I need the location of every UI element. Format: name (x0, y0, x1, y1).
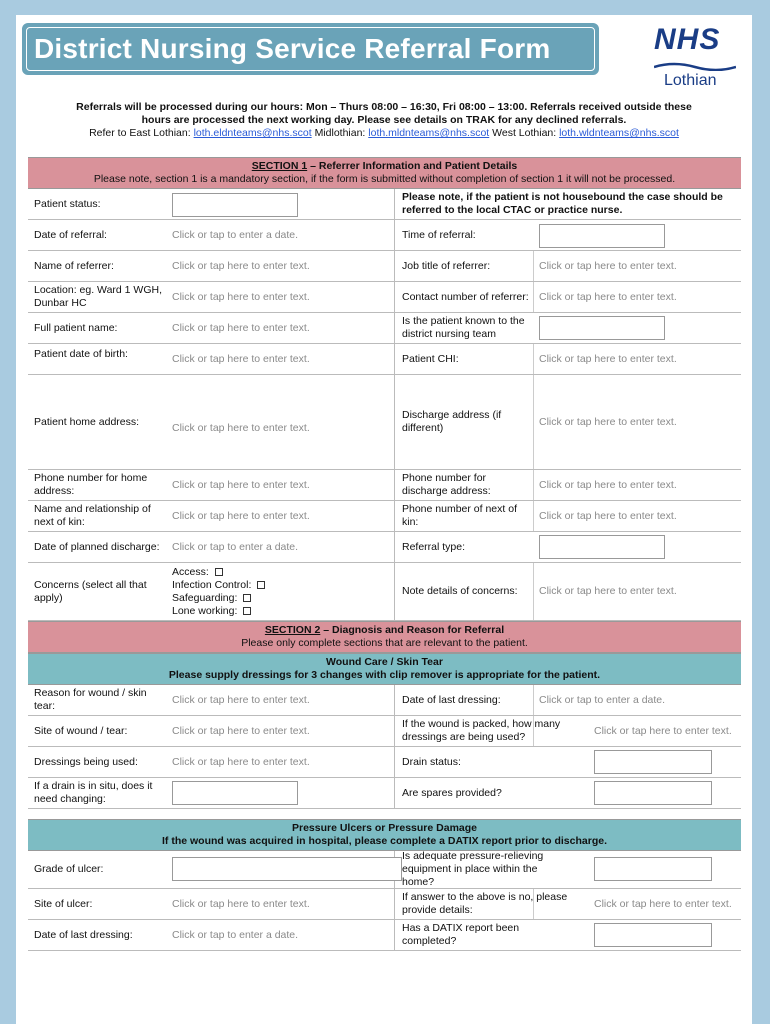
wound-packed-input[interactable]: Click or tap here to enter text. (594, 724, 732, 737)
row-referrer-name (28, 251, 741, 282)
referral-form (28, 157, 741, 951)
west-prefix: West Lothian: (492, 127, 557, 139)
discharge-address-input[interactable]: Click or tap here to enter text. (539, 415, 677, 428)
ulcer-grade-input[interactable] (172, 857, 402, 881)
spares-input[interactable] (594, 781, 712, 805)
row-addresses (28, 375, 741, 470)
location-input[interactable]: Click or tap here to enter text. (172, 290, 310, 303)
row-wound-site (28, 716, 741, 747)
title-banner (22, 23, 599, 75)
label-dressings-used: Dressings being used: (34, 755, 138, 768)
home-address-input[interactable]: Click or tap here to enter text. (172, 421, 310, 434)
pressure-ulcer-title: Pressure Ulcers or Pressure Damage (291, 822, 478, 834)
phone-home-input[interactable]: Click or tap here to enter text. (172, 478, 310, 491)
wound-last-dressing-input[interactable]: Click or tap to enter a date. (539, 693, 666, 706)
wound-reason-input[interactable]: Click or tap here to enter text. (172, 693, 310, 706)
label-planned-discharge: Date of planned discharge: (34, 540, 160, 553)
east-prefix: Refer to East Lothian: (89, 127, 191, 139)
section-2-title: – Diagnosis and Reason for Referral (320, 624, 505, 636)
concern-infection-checkbox[interactable]: Infection Control: (172, 579, 265, 592)
label-datix: Has a DATIX report been completed? (402, 922, 520, 947)
row-patient-status (28, 189, 741, 220)
section-2-note: Please only complete sections that are relevant to the patient. (241, 637, 528, 649)
label-wound-packed: If the wound is packed, how many dressings are being used? (402, 718, 561, 743)
date-of-referral-input[interactable]: Click or tap to enter a date. (172, 228, 299, 241)
label-drain-change: If a drain is in situ, does it need changing: (34, 780, 153, 805)
label-job-title: Job title of referrer: (402, 259, 491, 272)
label-full-patient-name: Full patient name: (34, 321, 118, 334)
row-phones (28, 470, 741, 501)
row-concerns (28, 563, 741, 621)
label-wound-site: Site of wound / tear: (34, 724, 128, 737)
label-time-of-referral: Time of referral: (402, 228, 476, 241)
planned-discharge-input[interactable]: Click or tap to enter a date. (172, 540, 299, 553)
row-next-of-kin (28, 501, 741, 532)
label-location: Location: eg. Ward 1 WGH, Dunbar HC (34, 284, 162, 309)
label-wound-reason: Reason for wound / skin tear: (34, 687, 147, 712)
row-wound-reason (28, 685, 741, 716)
section-1-title: – Referrer Information and Patient Details (307, 160, 518, 172)
page-title: District Nursing Service Referral Form (34, 33, 551, 64)
next-of-kin-input[interactable]: Click or tap here to enter text. (172, 509, 310, 522)
phone-discharge-input[interactable]: Click or tap here to enter text. (539, 478, 677, 491)
section-1-note: Please note, section 1 is a mandatory section, if the form is submitted without completion of section 1 it will not be processed. (93, 173, 676, 185)
chi-input[interactable]: Click or tap here to enter text. (539, 352, 677, 365)
label-dob: Patient date of birth: (34, 348, 128, 360)
row-patient-name (28, 313, 741, 344)
dob-input[interactable]: Click or tap here to enter text. (172, 352, 310, 365)
row-ulcer-site (28, 889, 741, 920)
label-answer-no: If answer to the above is no, please provide details: (402, 891, 568, 916)
logo-nhs-text: NHS (654, 23, 721, 56)
label-discharge-address: Discharge address (if different) (402, 409, 502, 434)
contact-number-input[interactable]: Click or tap here to enter text. (539, 290, 677, 303)
label-equipment: Is adequate pressure-relieving equipment in place within the home? (402, 850, 544, 888)
row-ulcer-grade (28, 851, 741, 889)
concern-lone-working-checkbox[interactable]: Lone working: (172, 605, 251, 618)
logo-region-text: Lothian (664, 72, 717, 89)
known-to-team-input[interactable] (539, 316, 665, 340)
form-page (16, 15, 752, 1024)
dressings-used-input[interactable]: Click or tap here to enter text. (172, 755, 310, 768)
label-note-concerns: Note details of concerns: (402, 585, 518, 597)
label-phone-discharge: Phone number for discharge address: (402, 472, 491, 497)
section-1-header (28, 157, 741, 189)
answer-no-input[interactable]: Click or tap here to enter text. (594, 897, 732, 910)
logo-wave-icon (654, 61, 736, 71)
row-location (28, 282, 741, 313)
label-ulcer-last-dressing: Date of last dressing: (34, 928, 133, 941)
section-2-label: SECTION 2 (264, 624, 321, 636)
housebound-note: Please note, if the patient is not housebound the case should be referred to the local CTAC or practice nurse. (402, 191, 723, 216)
datix-input[interactable] (594, 923, 712, 947)
row-dressings-used (28, 747, 741, 778)
time-of-referral-input[interactable] (539, 224, 665, 248)
label-wound-last-dressing: Date of last dressing: (402, 693, 501, 706)
west-lothian-email-link[interactable]: loth.wldnteams@nhs.scot (559, 127, 679, 139)
section-1-label: SECTION 1 (251, 160, 308, 172)
label-chi: Patient CHI: (402, 352, 459, 365)
label-drain-status: Drain status: (402, 755, 461, 768)
row-planned-discharge (28, 532, 741, 563)
label-known-to-team: Is the patient known to the district nursing team (402, 315, 525, 340)
section-2-header (28, 621, 741, 653)
pressure-ulcer-header (28, 819, 741, 851)
label-referral-type: Referral type: (402, 540, 466, 553)
label-phone-next-of-kin: Phone number of next of kin: (402, 503, 517, 528)
east-lothian-email-link[interactable]: loth.eldnteams@nhs.scot (193, 127, 312, 139)
label-patient-status: Patient status: (34, 197, 101, 210)
wound-care-header (28, 653, 741, 685)
label-spares: Are spares provided? (402, 786, 502, 799)
nhs-lothian-logo (644, 23, 744, 91)
ulcer-site-input[interactable]: Click or tap here to enter text. (172, 897, 310, 910)
label-name-of-referrer: Name of referrer: (34, 259, 114, 272)
row-dob (28, 344, 741, 375)
phone-next-of-kin-input[interactable]: Click or tap here to enter text. (539, 509, 677, 522)
midlothian-email-link[interactable]: loth.mldnteams@nhs.scot (368, 127, 490, 139)
notice-line-1: Referrals will be processed during our hours: Mon – Thurs 08:00 – 16:30, Fri 08:00 – 13:00. Referrals received outside these (76, 101, 692, 113)
wound-site-input[interactable]: Click or tap here to enter text. (172, 724, 310, 737)
drain-change-input[interactable] (172, 781, 298, 805)
ulcer-last-dressing-input[interactable]: Click or tap to enter a date. (172, 928, 299, 941)
label-next-of-kin: Name and relationship of next of kin: (34, 503, 151, 528)
row-date-referral (28, 220, 741, 251)
job-title-input[interactable]: Click or tap here to enter text. (539, 259, 677, 272)
wound-care-subtitle: Please supply dressings for 3 changes with clip remover is appropriate for the patient. (168, 669, 601, 681)
drain-status-input[interactable] (594, 750, 712, 774)
note-concerns-input[interactable]: Click or tap here to enter text. (539, 585, 677, 597)
label-concerns: Concerns (select all that apply) (34, 578, 147, 604)
label-ulcer-site: Site of ulcer: (34, 897, 93, 910)
processing-notice (16, 101, 752, 140)
concern-safeguarding-checkbox[interactable]: Safeguarding: (172, 592, 251, 605)
label-ulcer-grade: Grade of ulcer: (34, 863, 104, 875)
full-patient-name-input[interactable]: Click or tap here to enter text. (172, 321, 310, 334)
label-date-of-referral: Date of referral: (34, 228, 107, 241)
concern-access-checkbox[interactable]: Access: (172, 566, 223, 579)
wound-care-title: Wound Care / Skin Tear (326, 656, 443, 668)
equipment-input[interactable] (594, 857, 712, 881)
mid-prefix: Midlothian: (314, 127, 366, 139)
pressure-ulcer-subtitle: If the wound was acquired in hospital, please complete a DATIX report prior to discharge. (162, 835, 607, 847)
label-phone-home: Phone number for home address: (34, 472, 148, 497)
patient-status-input[interactable] (172, 193, 298, 217)
label-contact-number: Contact number of referrer: (402, 290, 529, 303)
name-of-referrer-input[interactable]: Click or tap here to enter text. (172, 259, 310, 272)
concerns-checkboxes (172, 563, 372, 620)
referral-type-input[interactable] (539, 535, 665, 559)
label-home-address: Patient home address: (34, 415, 140, 428)
row-drain-change (28, 778, 741, 809)
notice-line-2: hours are processed the next working day. Please see details on TRAK for any declined referrals. (141, 114, 627, 126)
row-ulcer-last-dressing (28, 920, 741, 951)
